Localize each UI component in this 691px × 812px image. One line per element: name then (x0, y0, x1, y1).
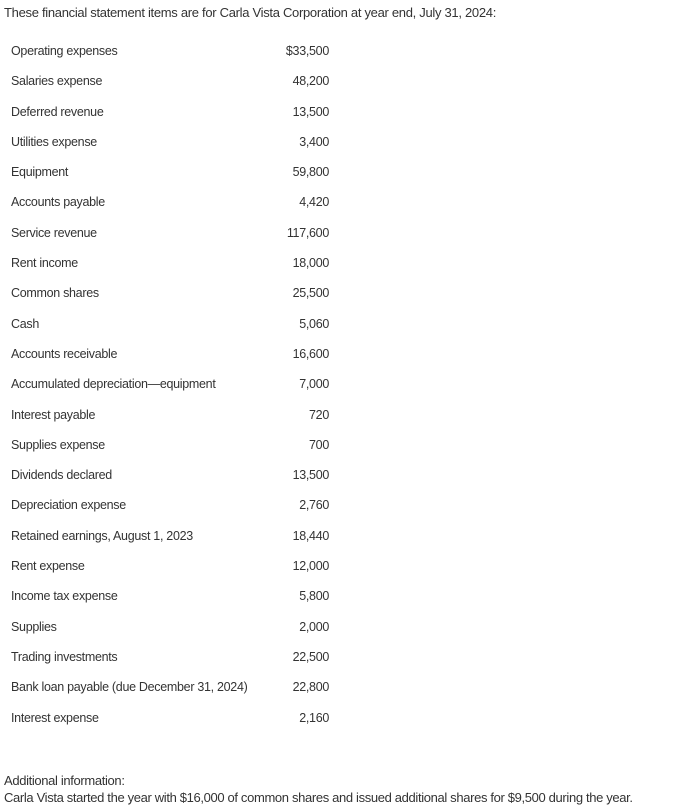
item-label: Utilities expense (11, 134, 97, 149)
intro-text: These financial statement items are for Carla Vista Corporation at year end, July 31, 2024: (4, 5, 497, 20)
item-value: 4,420 (299, 195, 329, 210)
item-label: Accumulated depreciation—equipment (11, 377, 216, 392)
item-value: 18,000 (292, 256, 329, 271)
table-row (0, 279, 345, 309)
table-row (0, 643, 345, 673)
item-value: 22,500 (292, 649, 329, 664)
table-row (0, 158, 345, 188)
item-label: Rent expense (11, 559, 85, 574)
item-value: 117,600 (286, 225, 329, 240)
item-label: Supplies (11, 619, 57, 634)
item-value: 5,800 (299, 589, 329, 604)
item-value: 25,500 (292, 286, 329, 301)
item-value: 5,060 (299, 316, 329, 331)
item-value: 3,400 (299, 134, 329, 149)
table-row (0, 582, 345, 612)
table-row (0, 491, 345, 521)
item-label: Interest payable (11, 407, 96, 422)
additional-heading: Additional information: (4, 773, 125, 788)
item-label: Cash (11, 316, 39, 331)
item-label: Operating expenses (11, 44, 118, 58)
additional-text: Carla Vista started the year with $16,000 of common shares and issued additional shares for $9,500 during the year. (4, 790, 633, 805)
table-row (0, 401, 345, 431)
table-row (0, 461, 345, 491)
table-row (0, 37, 345, 67)
item-value: 16,600 (292, 346, 329, 361)
item-value: 7,000 (299, 377, 329, 392)
item-value: 700 (309, 437, 329, 452)
item-label: Common shares (11, 286, 99, 301)
table-row (0, 128, 345, 158)
table-row (0, 673, 345, 703)
item-value: 2,000 (299, 619, 329, 634)
item-value: 13,500 (292, 104, 329, 119)
table-row (0, 188, 345, 218)
item-value: 2,160 (299, 710, 329, 725)
item-label: Dividends declared (11, 468, 112, 483)
item-label: Deferred revenue (11, 104, 104, 119)
table-row (0, 67, 345, 97)
table-row (0, 522, 345, 552)
item-label: Salaries expense (11, 74, 103, 89)
item-label: Trading investments (11, 649, 118, 664)
item-value: 12,000 (292, 559, 329, 574)
item-label: Equipment (11, 165, 69, 180)
item-label: Service revenue (11, 225, 97, 240)
table-row (0, 98, 345, 128)
item-label: Accounts receivable (11, 346, 118, 361)
item-label: Bank loan payable (due December 31, 2024) (11, 680, 248, 695)
item-value: 59,800 (292, 165, 329, 180)
item-label: Supplies expense (11, 437, 105, 452)
item-label: Accounts payable (11, 195, 105, 210)
additional-information (4, 772, 633, 806)
table-row (0, 310, 345, 340)
table-row (0, 552, 345, 582)
item-value: 2,760 (299, 498, 329, 513)
item-label: Rent income (11, 256, 78, 271)
item-value: 720 (309, 407, 329, 422)
financial-items-table (0, 37, 345, 734)
table-row (0, 249, 345, 279)
item-value: 18,440 (292, 528, 329, 543)
table-row (0, 340, 345, 370)
item-value: 48,200 (292, 74, 329, 89)
item-label: Income tax expense (11, 589, 118, 604)
table-row (0, 704, 345, 734)
item-value: 22,800 (292, 680, 329, 695)
item-value: $33,500 (285, 44, 329, 58)
item-value: 13,500 (292, 468, 329, 483)
item-label: Retained earnings, August 1, 2023 (11, 528, 193, 543)
table-row (0, 219, 345, 249)
table-row (0, 613, 345, 643)
table-row (0, 370, 345, 400)
item-label: Interest expense (11, 710, 99, 725)
item-label: Depreciation expense (11, 498, 126, 513)
table-row (0, 431, 345, 461)
